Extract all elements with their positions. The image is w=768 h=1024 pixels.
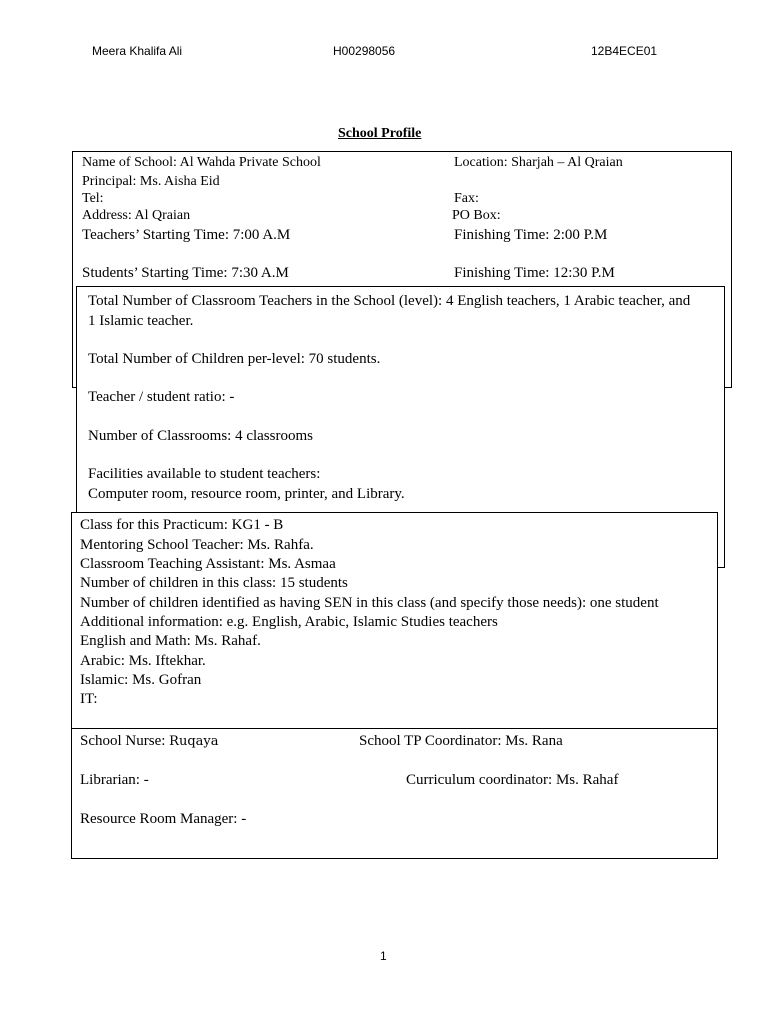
resource-room-manager: Resource Room Manager: - bbox=[80, 811, 247, 827]
school-fax: Fax: bbox=[454, 191, 479, 206]
children-per-level: Total Number of Children per-level: 70 students. bbox=[88, 351, 381, 367]
additional-info: Additional information: e.g. English, Arabic, Islamic Studies teachers bbox=[80, 614, 498, 630]
tp-coordinator: School TP Coordinator: Ms. Rana bbox=[359, 733, 563, 749]
teachers-count-line1: Total Number of Classroom Teachers in the School (level): 4 English teachers, 1 Arabic teacher, and bbox=[88, 293, 691, 309]
school-nurse-label: School Nurse: bbox=[80, 733, 166, 749]
students-start-time: Students’ Starting Time: 7:30 A.M bbox=[82, 265, 289, 281]
teachers-count-line2: 1 Islamic teacher. bbox=[88, 313, 194, 329]
practicum-class: Class for this Practicum: KG1 - B bbox=[80, 517, 284, 533]
facilities-label: Facilities available to student teachers: bbox=[88, 466, 321, 482]
teachers-finish-time: Finishing Time: 2:00 P.M bbox=[454, 227, 608, 243]
number-of-classrooms: Number of Classrooms: 4 classrooms bbox=[88, 428, 313, 444]
student-id: H00298056 bbox=[333, 44, 396, 58]
sen-children: Number of children identified as having SEN in this class (and specify those needs): one student bbox=[80, 595, 659, 611]
class-children-count: Number of children in this class: 15 students bbox=[80, 575, 348, 591]
it-teacher: IT: bbox=[80, 691, 98, 707]
teaching-assistant: Classroom Teaching Assistant: Ms. Asmaa bbox=[80, 556, 336, 572]
page-title: School Profile bbox=[338, 126, 422, 141]
school-nurse bbox=[80, 733, 219, 750]
course-code: 12B4ECE01 bbox=[591, 44, 658, 58]
english-math-teacher: English and Math: Ms. Rahaf. bbox=[80, 633, 261, 649]
curriculum-coordinator: Curriculum coordinator: Ms. Rahaf bbox=[406, 772, 619, 788]
teachers-start-time: Teachers’ Starting Time: 7:00 A.M bbox=[82, 227, 291, 243]
librarian: Librarian: - bbox=[80, 772, 149, 788]
arabic-teacher: Arabic: Ms. Iftekhar. bbox=[80, 653, 206, 669]
school-principal: Principal: Ms. Aisha Eid bbox=[82, 174, 220, 189]
school-tel: Tel: bbox=[82, 191, 104, 206]
school-address: Address: Al Qraian bbox=[82, 208, 191, 223]
teacher-student-ratio: Teacher / student ratio: - bbox=[88, 389, 235, 405]
school-name: Name of School: Al Wahda Private School bbox=[82, 155, 321, 170]
school-po-box: PO Box: bbox=[452, 208, 501, 223]
islamic-teacher: Islamic: Ms. Gofran bbox=[80, 672, 202, 688]
students-finish-time: Finishing Time: 12:30 P.M bbox=[454, 265, 615, 281]
page-number: 1 bbox=[380, 949, 387, 963]
author-name: Meera Khalifa Ali bbox=[92, 44, 183, 58]
mentoring-teacher: Mentoring School Teacher: Ms. Rahfa. bbox=[80, 537, 314, 553]
school-nurse-name: Ruqaya bbox=[169, 734, 219, 749]
school-location: Location: Sharjah – Al Qraian bbox=[454, 155, 623, 170]
facilities-list: Computer room, resource room, printer, and Library. bbox=[88, 486, 405, 502]
